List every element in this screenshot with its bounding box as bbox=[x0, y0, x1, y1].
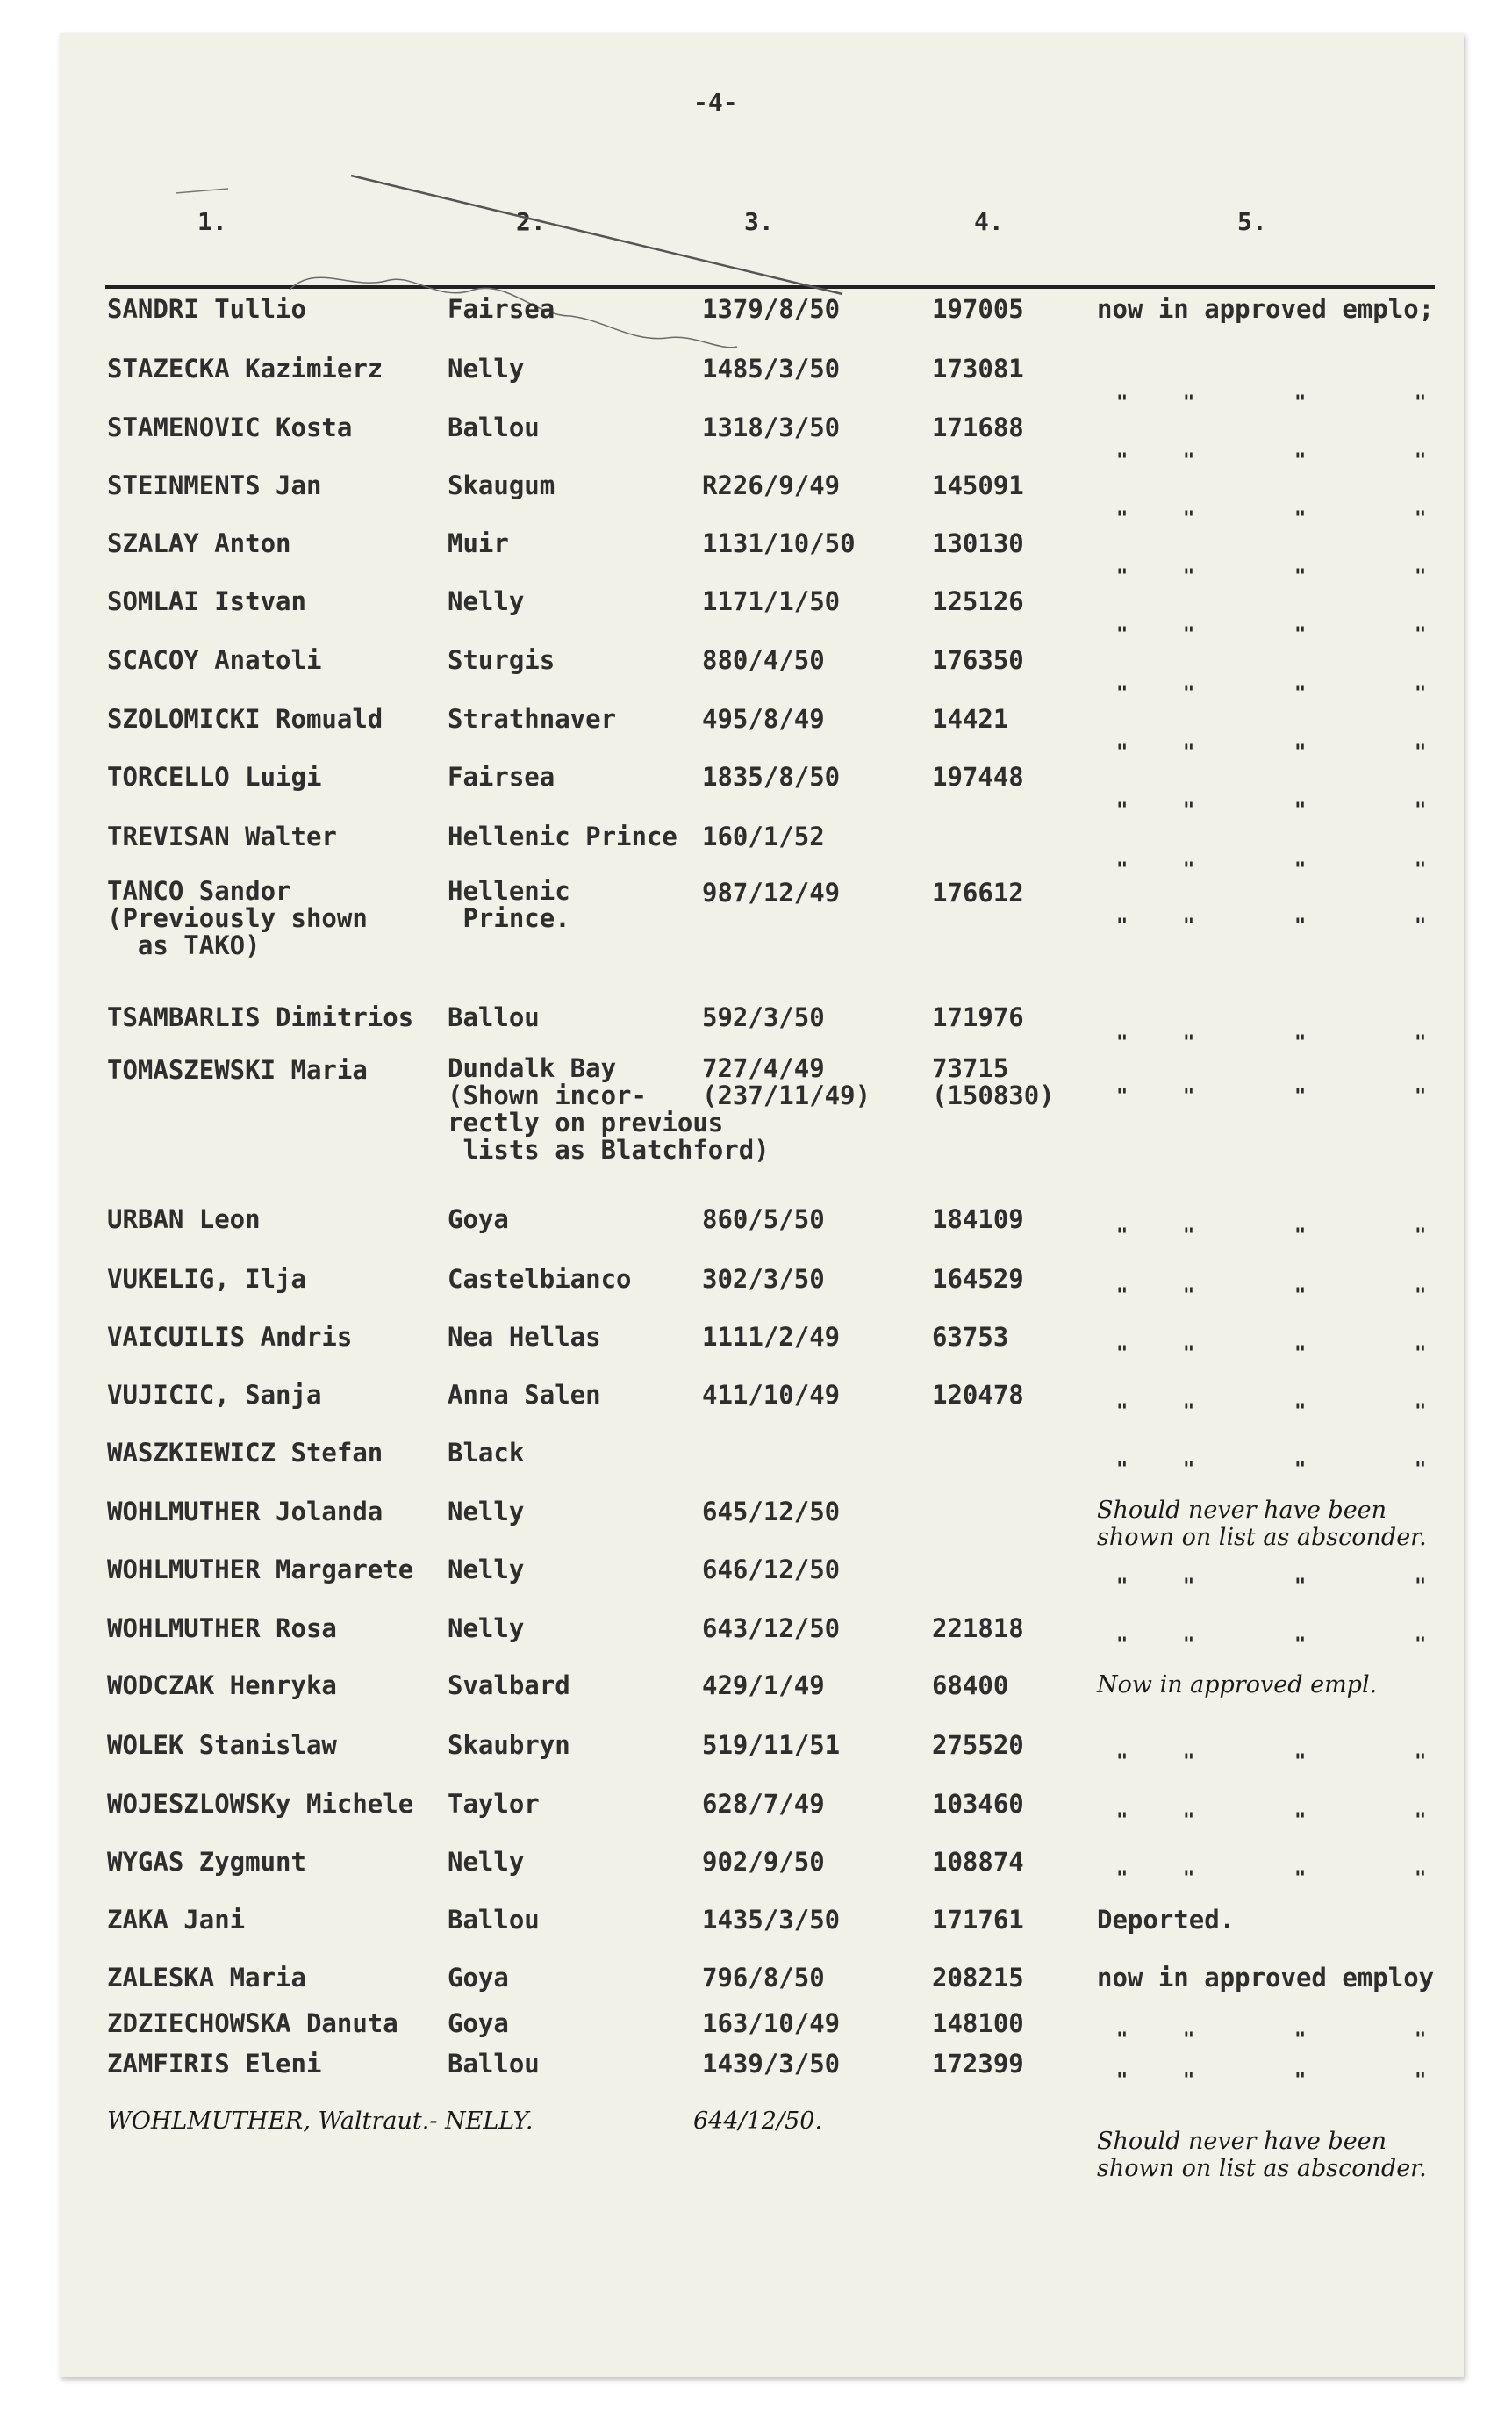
ditto-mark: " bbox=[1183, 1343, 1195, 1365]
ship-cell: Black bbox=[448, 1438, 525, 1468]
ditto-mark: " bbox=[1116, 859, 1129, 881]
ditto-mark: " bbox=[1294, 2070, 1307, 2092]
ditto-mark: " bbox=[1294, 508, 1307, 530]
reference-cell: 1835/8/50 bbox=[702, 762, 841, 792]
ditto-mark: " bbox=[1183, 2070, 1195, 2092]
name-cell: WOHLMUTHER Jolanda bbox=[107, 1497, 383, 1526]
ship-cell: Svalbard bbox=[448, 1670, 570, 1700]
ship-cell: Dundalk Bay (Shown incor- rectly on previous lists as Blatchford) bbox=[448, 1053, 770, 1165]
ship-cell: Nelly bbox=[448, 1555, 525, 1584]
table-row bbox=[0, 413, 1512, 472]
ditto-mark: " bbox=[1415, 1459, 1427, 1481]
reference-cell: 1379/8/50 bbox=[702, 294, 841, 324]
name-cell: SOMLAI Istvan bbox=[107, 586, 306, 616]
name-cell: ZDZIECHOWSKA Danuta bbox=[107, 2008, 398, 2038]
reference-cell: 1439/3/50 bbox=[702, 2049, 841, 2079]
number-cell: 103460 bbox=[932, 1789, 1024, 1819]
ship-cell: Goya bbox=[448, 1963, 509, 1993]
ship-cell: Nea Hellas bbox=[448, 1322, 601, 1352]
number-cell: 171976 bbox=[932, 1002, 1024, 1032]
ditto-mark: " bbox=[1183, 683, 1195, 705]
ditto-mark: " bbox=[1116, 2070, 1129, 2092]
ditto-mark: " bbox=[1294, 1285, 1307, 1307]
name-cell: TORCELLO Luigi bbox=[107, 762, 322, 792]
number-cell: 108874 bbox=[932, 1847, 1024, 1877]
ditto-mark: " bbox=[1183, 1086, 1195, 1108]
ditto-mark: " bbox=[1415, 916, 1427, 937]
table-row bbox=[0, 1002, 1512, 1054]
reference-cell: R226/9/49 bbox=[702, 470, 841, 500]
ditto-mark: " bbox=[1294, 566, 1307, 588]
reference-cell: 411/10/49 bbox=[702, 1380, 841, 1410]
reference-cell: 880/4/50 bbox=[702, 645, 825, 675]
ship-cell: Muir bbox=[448, 528, 509, 558]
ditto-mark: " bbox=[1415, 1634, 1427, 1656]
ship-cell: Taylor bbox=[448, 1789, 540, 1819]
number-cell: 176350 bbox=[932, 645, 1024, 675]
name-cell: WODCZAK Henryka bbox=[107, 1670, 337, 1700]
ship-cell: Hellenic Prince. bbox=[448, 876, 570, 933]
number-cell: 14421 bbox=[932, 704, 1009, 734]
table-row bbox=[0, 704, 1512, 764]
table-row bbox=[0, 876, 1512, 960]
name-cell: STAZECKA Kazimierz bbox=[107, 354, 383, 384]
ditto-mark: " bbox=[1294, 1810, 1307, 1832]
ditto-mark: " bbox=[1183, 508, 1195, 530]
number-cell: 275520 bbox=[932, 1730, 1024, 1760]
reference-cell: 987/12/49 bbox=[702, 878, 841, 908]
ditto-mark: " bbox=[1415, 450, 1427, 472]
ditto-mark: " bbox=[1116, 1086, 1129, 1108]
ditto-mark: " bbox=[1415, 1401, 1427, 1423]
status-cell: Deported. bbox=[1097, 1905, 1236, 1935]
number-cell: 176612 bbox=[932, 878, 1024, 908]
number-cell: 125126 bbox=[932, 586, 1024, 616]
ship-cell: Fairsea bbox=[448, 294, 555, 324]
table-row bbox=[0, 1555, 1512, 1598]
status-cell: now in approved employ bbox=[1097, 1963, 1435, 1993]
ditto-mark: " bbox=[1294, 392, 1307, 414]
table-row bbox=[0, 1264, 1512, 1307]
ditto-mark: " bbox=[1183, 859, 1195, 881]
reference-cell: 160/1/52 bbox=[702, 822, 825, 851]
name-cell: WYGAS Zygmunt bbox=[107, 1847, 306, 1877]
number-cell: 184109 bbox=[932, 1204, 1024, 1234]
reference-cell: 796/8/50 bbox=[702, 1963, 825, 1993]
ditto-mark: " bbox=[1116, 624, 1129, 646]
ditto-mark: " bbox=[1183, 1751, 1195, 1773]
reference-cell: 1111/2/49 bbox=[702, 1322, 841, 1352]
ditto-mark: " bbox=[1116, 1343, 1129, 1365]
status-cell: now in approved emplo; bbox=[1097, 294, 1435, 324]
ditto-mark: " bbox=[1116, 1401, 1129, 1423]
name-cell: WOHLMUTHER, Waltraut.- NELLY. bbox=[107, 2108, 534, 2135]
ship-cell: Ballou bbox=[448, 413, 540, 442]
table-row bbox=[0, 1497, 1512, 1551]
number-cell: 130130 bbox=[932, 528, 1024, 558]
ship-cell: Strathnaver bbox=[448, 704, 617, 734]
ditto-mark: " bbox=[1183, 1285, 1195, 1307]
ditto-mark: " bbox=[1294, 1086, 1307, 1108]
table-row bbox=[0, 354, 1512, 414]
ditto-mark: " bbox=[1294, 624, 1307, 646]
table-row bbox=[0, 1438, 1512, 1481]
reference-cell: 902/9/50 bbox=[702, 1847, 825, 1877]
name-cell: WOLEK Stanislaw bbox=[107, 1730, 337, 1760]
ditto-mark: " bbox=[1415, 1810, 1427, 1832]
column-header-3: 3. bbox=[744, 207, 774, 236]
table-row bbox=[0, 1789, 1512, 1832]
reference-cell: 495/8/49 bbox=[702, 704, 825, 734]
ditto-mark: " bbox=[1294, 1459, 1307, 1481]
ditto-mark: " bbox=[1183, 566, 1195, 588]
ditto-mark: " bbox=[1415, 683, 1427, 705]
name-cell: ZAMFIRIS Eleni bbox=[107, 2049, 322, 2079]
table-row bbox=[0, 1905, 1512, 1940]
table-row bbox=[0, 1847, 1512, 1890]
ditto-mark: " bbox=[1294, 1225, 1307, 1247]
ditto-mark: " bbox=[1116, 1634, 1129, 1656]
ditto-mark: " bbox=[1415, 1285, 1427, 1307]
ditto-mark: " bbox=[1294, 1634, 1307, 1656]
reference-cell: 628/7/49 bbox=[702, 1789, 825, 1819]
ditto-mark: " bbox=[1116, 1459, 1129, 1481]
table-row bbox=[0, 528, 1512, 588]
table-row bbox=[0, 645, 1512, 705]
number-cell: 197448 bbox=[932, 762, 1024, 792]
name-cell: SZALAY Anton bbox=[107, 528, 291, 558]
number-cell: 148100 bbox=[932, 2008, 1024, 2038]
ditto-mark: " bbox=[1294, 742, 1307, 764]
table-row bbox=[0, 294, 1512, 329]
ditto-mark: " bbox=[1116, 916, 1129, 937]
ditto-mark: " bbox=[1294, 1576, 1307, 1598]
ditto-mark: " bbox=[1183, 2029, 1195, 2051]
reference-cell: 519/11/51 bbox=[702, 1730, 841, 1760]
number-cell: 173081 bbox=[932, 354, 1024, 384]
ditto-mark: " bbox=[1294, 859, 1307, 881]
number-cell: 145091 bbox=[932, 470, 1024, 500]
ship-cell: Skaugum bbox=[448, 470, 555, 500]
table-row bbox=[0, 1053, 1512, 1165]
ditto-mark: " bbox=[1116, 508, 1129, 530]
ditto-mark: " bbox=[1116, 742, 1129, 764]
name-cell: SANDRI Tullio bbox=[107, 294, 306, 324]
table-row bbox=[0, 586, 1512, 646]
name-cell: TREVISAN Walter bbox=[107, 822, 337, 851]
reference-cell: 1485/3/50 bbox=[702, 354, 841, 384]
reference-cell: 643/12/50 bbox=[702, 1613, 841, 1643]
reference-cell: 1318/3/50 bbox=[702, 413, 841, 442]
name-cell: TSAMBARLIS Dimitrios bbox=[107, 1002, 414, 1032]
table-row bbox=[0, 1730, 1512, 1773]
ditto-mark: " bbox=[1116, 800, 1129, 822]
table-row bbox=[0, 1380, 1512, 1423]
ditto-mark: " bbox=[1116, 566, 1129, 588]
table-row bbox=[0, 1963, 1512, 1998]
name-cell: URBAN Leon bbox=[107, 1204, 261, 1234]
ditto-mark: " bbox=[1294, 1401, 1307, 1423]
ditto-mark: " bbox=[1294, 2029, 1307, 2051]
ditto-mark: " bbox=[1415, 1225, 1427, 1247]
name-cell: VUKELIG, Ilja bbox=[107, 1264, 306, 1294]
ditto-mark: " bbox=[1415, 566, 1427, 588]
name-cell: STAMENOVIC Kosta bbox=[107, 413, 353, 442]
ditto-mark: " bbox=[1183, 1459, 1195, 1481]
ship-cell: Fairsea bbox=[448, 762, 555, 792]
ship-cell: Ballou bbox=[448, 1905, 540, 1935]
name-cell: WASZKIEWICZ Stefan bbox=[107, 1438, 383, 1468]
reference-cell: 645/12/50 bbox=[702, 1497, 841, 1526]
ship-cell: Castelbianco bbox=[448, 1264, 632, 1294]
name-cell: STEINMENTS Jan bbox=[107, 470, 322, 500]
ditto-mark: " bbox=[1116, 392, 1129, 414]
reference-cell: 727/4/49 (237/11/49) bbox=[702, 1053, 871, 1110]
ditto-mark: " bbox=[1415, 742, 1427, 764]
name-cell: ZAKA Jani bbox=[107, 1905, 246, 1935]
ditto-mark: " bbox=[1116, 1810, 1129, 1832]
ship-cell: Nelly bbox=[448, 354, 525, 384]
ditto-mark: " bbox=[1415, 392, 1427, 414]
status-cell: Now in approved empl. bbox=[1097, 1671, 1378, 1698]
reference-cell: 1435/3/50 bbox=[702, 1905, 841, 1935]
name-cell: SCACOY Anatoli bbox=[107, 645, 322, 675]
name-cell: WOHLMUTHER Rosa bbox=[107, 1613, 337, 1643]
reference-cell: 429/1/49 bbox=[702, 1670, 825, 1700]
ship-cell: Sturgis bbox=[448, 645, 555, 675]
ship-cell: Skaubryn bbox=[448, 1730, 570, 1760]
ditto-mark: " bbox=[1294, 1032, 1307, 1054]
ship-cell: Goya bbox=[448, 2008, 509, 2038]
ditto-mark: " bbox=[1294, 800, 1307, 822]
reference-cell: 1131/10/50 bbox=[702, 528, 856, 558]
ditto-mark: " bbox=[1116, 1751, 1129, 1773]
ship-cell: Hellenic Prince bbox=[448, 822, 677, 851]
name-cell: TANCO Sandor (Previously shown as TAKO) bbox=[107, 876, 368, 960]
table-row bbox=[0, 470, 1512, 530]
ditto-mark: " bbox=[1116, 2029, 1129, 2051]
ship-cell: Ballou bbox=[448, 1002, 540, 1032]
reference-cell: 644/12/50. bbox=[693, 2108, 823, 2135]
number-cell: 172399 bbox=[932, 2049, 1024, 2079]
number-cell: 68400 bbox=[932, 1670, 1009, 1700]
ditto-mark: " bbox=[1415, 1086, 1427, 1108]
table-row bbox=[0, 822, 1512, 881]
ditto-mark: " bbox=[1294, 916, 1307, 937]
ditto-mark: " bbox=[1183, 1032, 1195, 1054]
column-header-1: 1. bbox=[197, 207, 227, 236]
ship-cell: Ballou bbox=[448, 2049, 540, 2079]
reference-cell: 163/10/49 bbox=[702, 2008, 841, 2038]
number-cell: 63753 bbox=[932, 1322, 1009, 1352]
table-row bbox=[0, 2049, 1512, 2092]
reference-cell: 592/3/50 bbox=[702, 1002, 825, 1032]
table-row bbox=[0, 1204, 1512, 1247]
ditto-mark: " bbox=[1415, 624, 1427, 646]
ship-cell: Goya bbox=[448, 1204, 509, 1234]
ditto-mark: " bbox=[1415, 2070, 1427, 2092]
name-cell: WOJESZLOWSKy Michele bbox=[107, 1789, 414, 1819]
name-cell: ZALESKA Maria bbox=[107, 1963, 306, 1993]
ditto-mark: " bbox=[1415, 859, 1427, 881]
table-row bbox=[0, 1670, 1512, 1706]
ditto-mark: " bbox=[1183, 1634, 1195, 1656]
number-cell: 221818 bbox=[932, 1613, 1024, 1643]
table-row bbox=[0, 2107, 1512, 2182]
ditto-mark: " bbox=[1294, 1868, 1307, 1890]
ditto-mark: " bbox=[1294, 683, 1307, 705]
table-row bbox=[0, 762, 1512, 822]
name-cell: WOHLMUTHER Margarete bbox=[107, 1555, 414, 1584]
ditto-mark: " bbox=[1294, 1343, 1307, 1365]
ditto-mark: " bbox=[1183, 742, 1195, 764]
ditto-mark: " bbox=[1415, 508, 1427, 530]
reference-cell: 860/5/50 bbox=[702, 1204, 825, 1234]
number-cell: 120478 bbox=[932, 1380, 1024, 1410]
reference-cell: 1171/1/50 bbox=[702, 586, 841, 616]
reference-cell: 302/3/50 bbox=[702, 1264, 825, 1294]
status-cell: Should never have been shown on list as absconder. bbox=[1097, 2128, 1427, 2182]
ditto-mark: " bbox=[1294, 1751, 1307, 1773]
ditto-mark: " bbox=[1294, 450, 1307, 472]
ditto-mark: " bbox=[1116, 1576, 1129, 1598]
ditto-mark: " bbox=[1183, 624, 1195, 646]
column-header-4: 4. bbox=[974, 207, 1004, 236]
ditto-mark: " bbox=[1415, 2029, 1427, 2051]
page-number: -4- bbox=[693, 88, 738, 117]
column-header-5: 5. bbox=[1237, 207, 1267, 236]
name-cell: TOMASZEWSKI Maria bbox=[107, 1055, 368, 1085]
ship-cell: Nelly bbox=[448, 1497, 525, 1526]
ditto-mark: " bbox=[1415, 1868, 1427, 1890]
ditto-mark: " bbox=[1415, 1343, 1427, 1365]
ship-cell: Nelly bbox=[448, 586, 525, 616]
ditto-mark: " bbox=[1183, 1576, 1195, 1598]
number-cell: 73715 (150830) bbox=[932, 1053, 1055, 1110]
table-row bbox=[0, 1322, 1512, 1365]
ditto-mark: " bbox=[1183, 1810, 1195, 1832]
ditto-mark: " bbox=[1183, 1868, 1195, 1890]
ditto-mark: " bbox=[1116, 1868, 1129, 1890]
ditto-mark: " bbox=[1415, 1751, 1427, 1773]
name-cell: VUJICIC, Sanja bbox=[107, 1380, 322, 1410]
name-cell: VAICUILIS Andris bbox=[107, 1322, 353, 1352]
ditto-mark: " bbox=[1116, 683, 1129, 705]
number-cell: 208215 bbox=[932, 1963, 1024, 1993]
ditto-mark: " bbox=[1183, 1225, 1195, 1247]
ditto-mark: " bbox=[1183, 450, 1195, 472]
ditto-mark: " bbox=[1116, 450, 1129, 472]
column-header-2: 2. bbox=[516, 207, 546, 236]
ship-cell: Nelly bbox=[448, 1847, 525, 1877]
reference-cell: 646/12/50 bbox=[702, 1555, 841, 1584]
ditto-mark: " bbox=[1415, 800, 1427, 822]
ditto-mark: " bbox=[1183, 916, 1195, 937]
table-row bbox=[0, 2008, 1512, 2051]
ditto-mark: " bbox=[1116, 1285, 1129, 1307]
ditto-mark: " bbox=[1183, 1401, 1195, 1423]
table-row bbox=[0, 1613, 1512, 1656]
ditto-mark: " bbox=[1183, 800, 1195, 822]
ditto-mark: " bbox=[1415, 1032, 1427, 1054]
ship-cell: Anna Salen bbox=[448, 1380, 601, 1410]
number-cell: 164529 bbox=[932, 1264, 1024, 1294]
ship-cell: Nelly bbox=[448, 1613, 525, 1643]
number-cell: 171688 bbox=[932, 413, 1024, 442]
status-cell: Should never have been shown on list as absconder. bbox=[1097, 1497, 1427, 1551]
ditto-mark: " bbox=[1116, 1032, 1129, 1054]
name-cell: SZOLOMICKI Romuald bbox=[107, 704, 383, 734]
ditto-mark: " bbox=[1116, 1225, 1129, 1247]
ditto-mark: " bbox=[1415, 1576, 1427, 1598]
number-cell: 171761 bbox=[932, 1905, 1024, 1935]
number-cell: 197005 bbox=[932, 294, 1024, 324]
ditto-mark: " bbox=[1183, 392, 1195, 414]
